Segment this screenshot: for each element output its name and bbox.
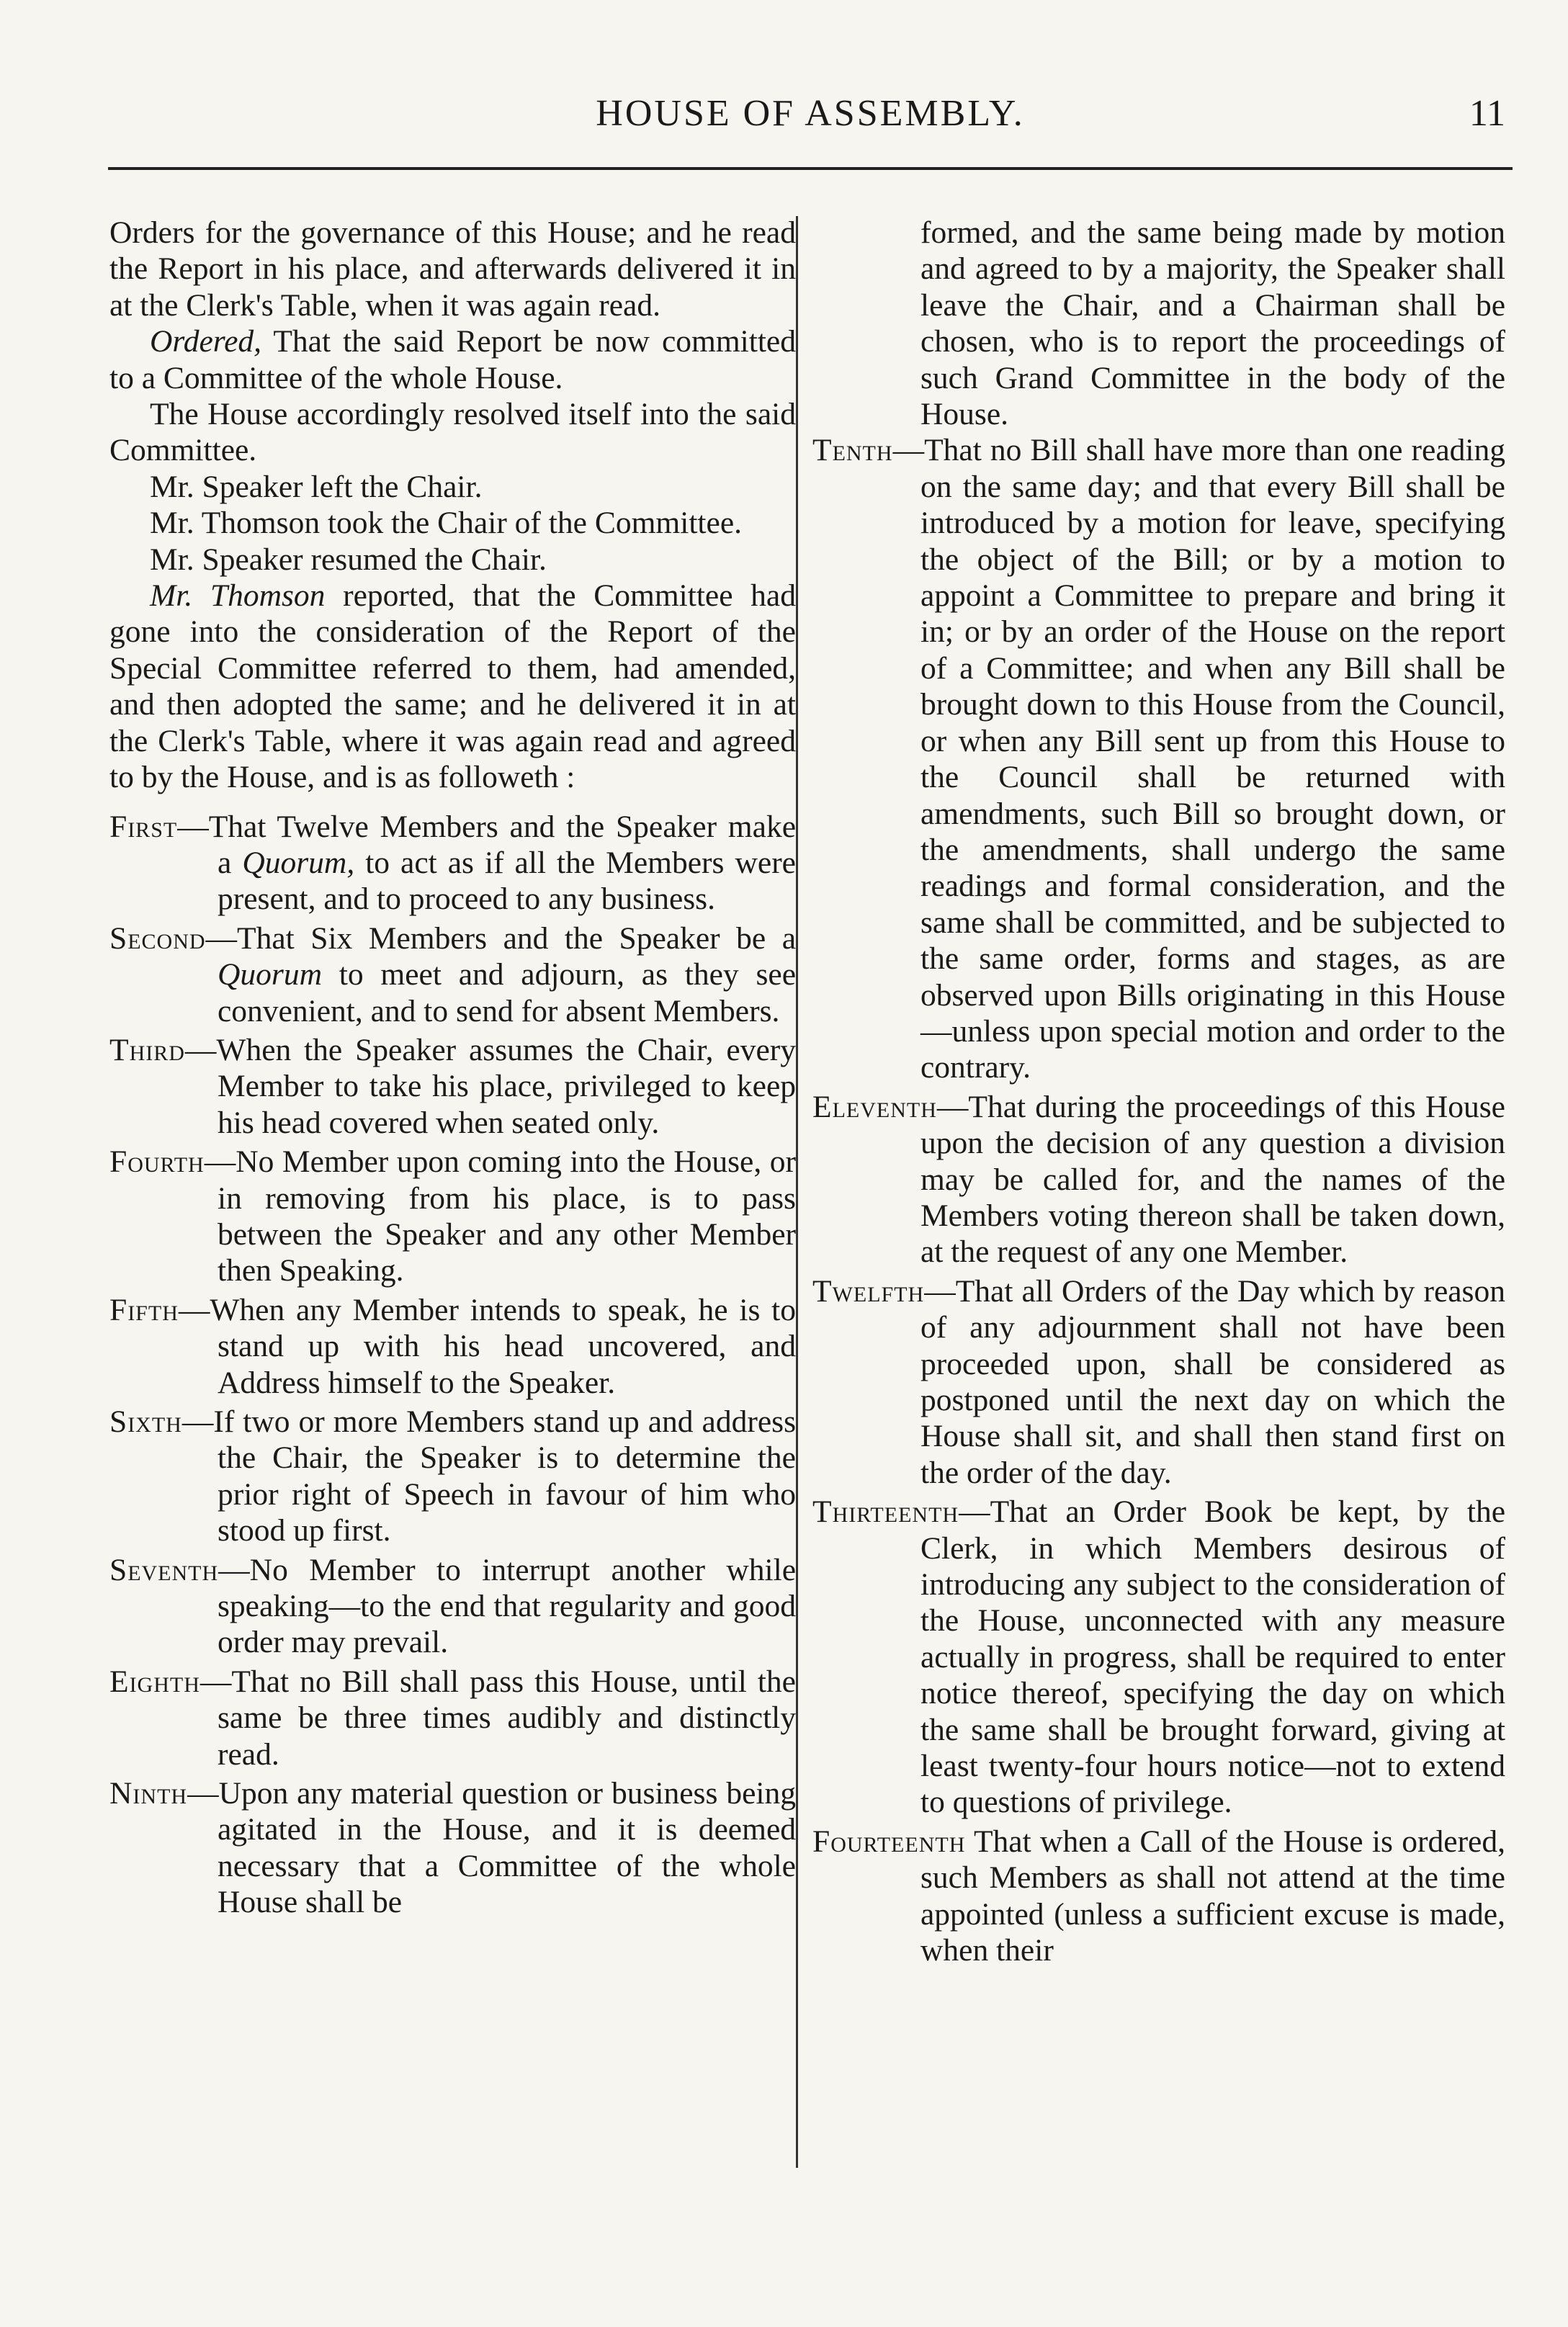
rule-item: Second—That Six Members and the Speaker be a Quorum to meet and adjourn, as they see convenient, and to send for absent Members. bbox=[109, 920, 796, 1028]
rule-item: Seventh—No Member to interrupt another while speaking—to the end that regularity and good order may prevail. bbox=[109, 1552, 796, 1660]
page-number: 11 bbox=[1469, 93, 1505, 134]
rule-item: Ninth—Upon any material question or business being agitated in the House, and it is deemed necessary that a Committee of the whole House shall be bbox=[109, 1776, 796, 1920]
rule-item: Eleventh—That during the proceedings of this House upon the decision of any question a division may be called for, and the names of the Members voting thereon shall be taken down, at the request of any one Member. bbox=[812, 1089, 1505, 1270]
paragraph: Mr. Thomson reported, that the Committee had gone into the consideration of the Report of the Special Committee referred to them, had amended, and then adopted the same; and he delivered it in at the Clerk's Table, where it was again read and agreed to by the House, and is as followeth : bbox=[109, 578, 796, 795]
rule-item: Fourteenth That when a Call of the House is ordered, such Members as shall not attend at the time appointed (unless a sufficient excuse is made, when their bbox=[812, 1824, 1505, 1968]
rule-item: Third—When the Speaker assumes the Chair, every Member to take his place, privileged to keep his head covered when seated only. bbox=[109, 1032, 796, 1140]
rule-continuation: formed, and the same being made by motion and agreed to by a majority, the Speaker shall leave the Chair, and a Chairman shall be chosen, who is to report the proceedings of such Grand Committee in the body of the House. bbox=[920, 215, 1505, 432]
paragraph: Mr. Speaker left the Chair. bbox=[150, 469, 483, 504]
rule-item: Eighth—That no Bill shall pass this House, until the same be three times audibly and distinctly read. bbox=[109, 1664, 796, 1772]
rule-item: Tenth—That no Bill shall have more than one reading on the same day; and that every Bill shall be introduced by a motion for leave, specifying the object of the Bill; or by a motion to appoint a Committee to prepare and bring it in; or by an order of the House on the report of a Committee; and when any Bill shall be brought down to this House from the Council, or when any Bill sent up from this House to the Council shall be returned with amendments, such Bill so brought down, or the amendments, shall undergo the same readings and formal consideration, and the same shall be committed, and be subjected to the same order, forms and stages, as are observed upon Bills originating in this House—unless upon special motion and order to the contrary. bbox=[812, 433, 1505, 1085]
paragraph: Ordered, That the said Report be now committed to a Committee of the whole House. bbox=[109, 324, 796, 395]
paragraph: Mr. Thomson took the Chair of the Committee. bbox=[150, 506, 742, 541]
rule-item: First—That Twelve Members and the Speaker make a Quorum, to act as if all the Members were present, and to proceed to any business. bbox=[109, 809, 796, 917]
right-column bbox=[812, 215, 1505, 1972]
rules-list bbox=[109, 809, 796, 1921]
rule-item: Fifth—When any Member intends to speak, he is to stand up with his head uncovered, and Address himself to the Speaker. bbox=[109, 1292, 796, 1400]
running-title: HOUSE OF ASSEMBLY. bbox=[596, 93, 1025, 134]
paragraph: Orders for the governance of this House; and he read the Report in his place, and afterwards delivered it in at the Clerk's Table, when it was again read. bbox=[109, 215, 796, 323]
header-rule bbox=[108, 167, 1513, 170]
column-divider bbox=[796, 216, 798, 2168]
running-head bbox=[108, 85, 1513, 143]
paragraph: The House accordingly resolved itself into the said Committee. bbox=[109, 397, 796, 468]
rule-item: Thirteenth—That an Order Book be kept, by the Clerk, in which Members desirous of introducing any subject to the consideration of the House, unconnected with any measure actually in progress, shall be required to enter notice thereof, specifying the day on which the same shall be brought forward, giving at least twenty-four hours notice—not to extend to questions of privilege. bbox=[812, 1494, 1505, 1820]
rule-item: Twelfth—That all Orders of the Day which by reason of any adjournment shall not have been proceeded upon, shall be considered as postponed until the next day on which the House shall sit, and shall then stand first on the order of the day. bbox=[812, 1273, 1505, 1490]
rule-item: Sixth—If two or more Members stand up and address the Chair, the Speaker is to determine the prior right of Speech in favour of him who stood up first. bbox=[109, 1404, 796, 1548]
paragraph: Mr. Speaker resumed the Chair. bbox=[150, 542, 547, 577]
rule-item: Fourth—No Member upon coming into the House, or in removing from his place, is to pass between the Speaker and any other Member then Speaking. bbox=[109, 1144, 796, 1288]
left-column bbox=[109, 215, 796, 1924]
